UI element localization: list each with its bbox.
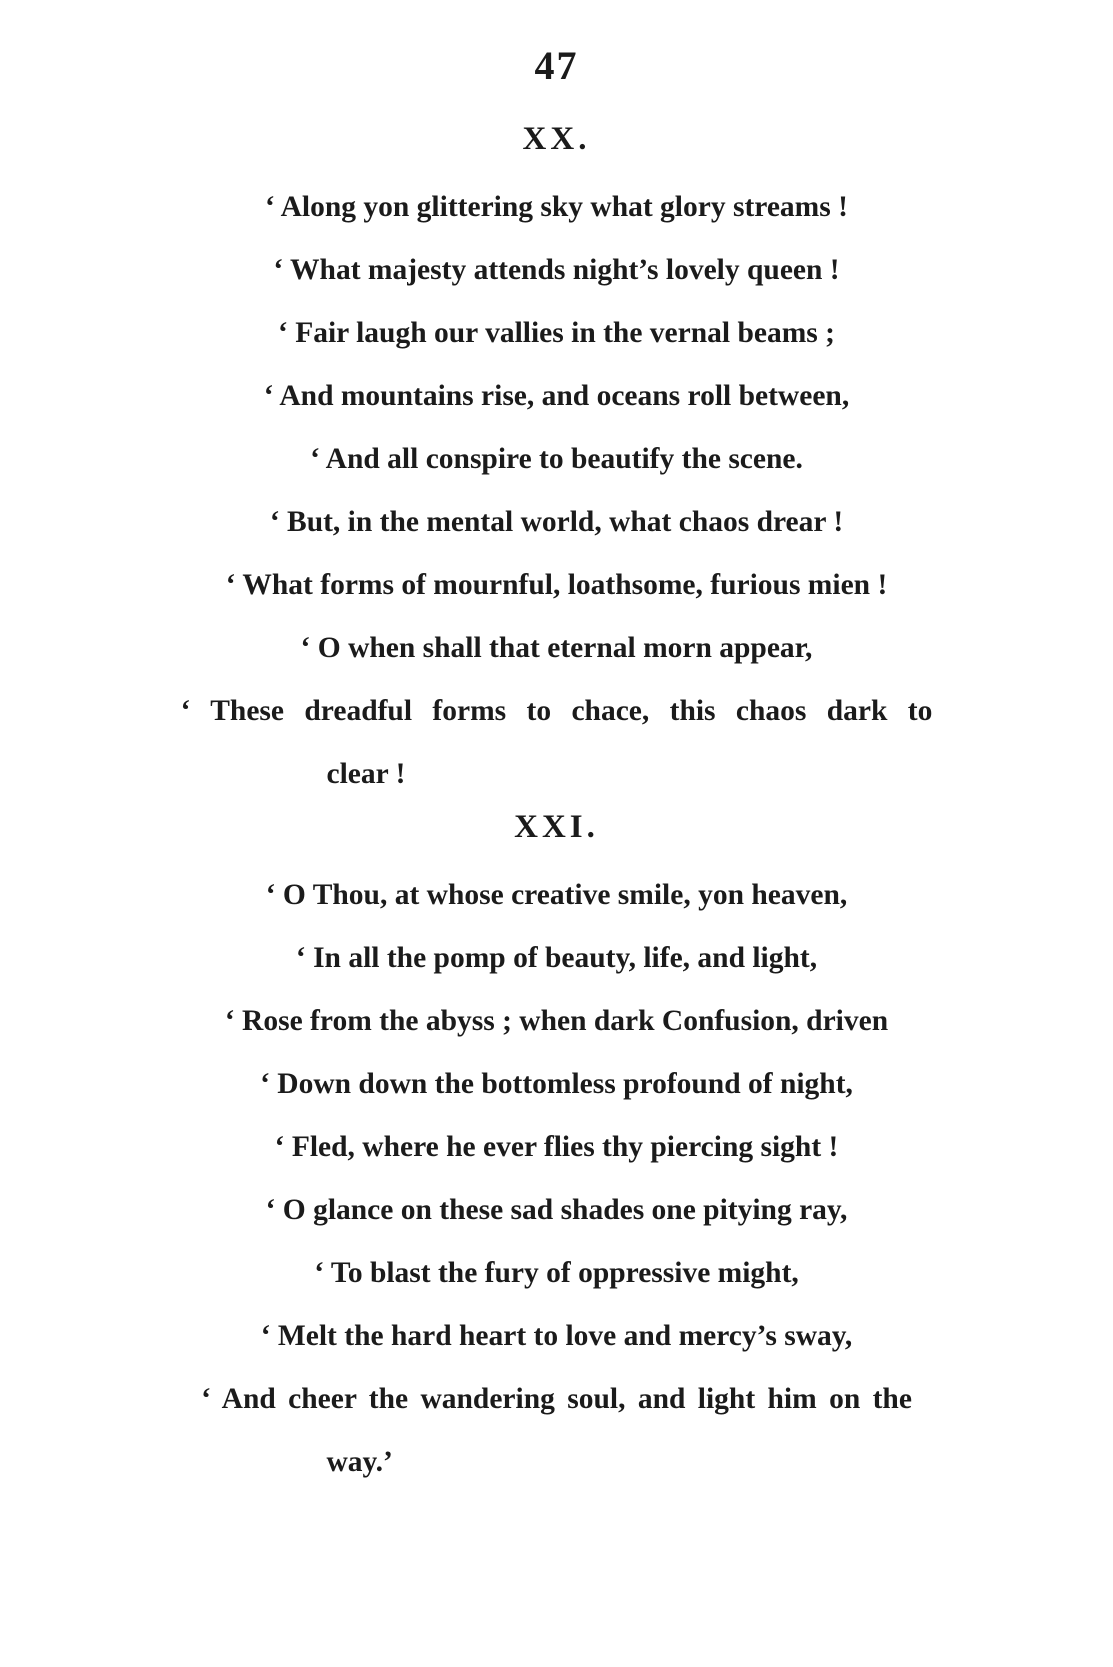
page-number: 47 xyxy=(534,43,579,88)
poem-line-continuation: clear ! xyxy=(326,758,406,790)
poem-line: ‘ O when shall that eternal morn appear, xyxy=(300,632,813,664)
poem-line: ‘ In all the pomp of beauty, life, and light, xyxy=(295,942,818,974)
poem-line: ‘ And mountains rise, and oceans roll between, xyxy=(263,380,850,412)
poem-line: ‘ What forms of mournful, loathsome, furious mien ! xyxy=(225,569,888,601)
stanza-xxi xyxy=(77,809,1037,1477)
poem-line: ‘ Melt the hard heart to love and mercy’s sway, xyxy=(260,1320,853,1352)
poem-line: ‘ And cheer the wandering soul, and light him on the xyxy=(201,1383,912,1415)
poem-line: ‘ O glance on these sad shades one pitying ray, xyxy=(265,1194,848,1226)
poem-line: ‘ O Thou, at whose creative smile, yon heaven, xyxy=(265,879,848,911)
poem-line: ‘ Fled, where he ever flies thy piercing sight ! xyxy=(274,1131,839,1163)
poem-line: ‘ Along yon glittering sky what glory streams ! xyxy=(265,191,848,223)
poem-line: ‘ But, in the mental world, what chaos drear ! xyxy=(269,506,844,538)
poem-line: ‘ These dreadful forms to chace, this chaos dark to xyxy=(180,695,933,727)
poem-line: ‘ Fair laugh our vallies in the vernal beams ; xyxy=(278,317,835,349)
poem-line: ‘ Rose from the abyss ; when dark Confusion, driven xyxy=(224,1005,889,1037)
poem-line: ‘ And all conspire to beautify the scene. xyxy=(310,443,803,475)
poem-line: ‘ Down down the bottomless profound of night, xyxy=(260,1068,853,1100)
poem-line: ‘ To blast the fury of oppressive might, xyxy=(314,1257,799,1289)
stanza-heading-xxi: XXI. xyxy=(514,809,599,845)
poem-line: ‘ What majesty attends night’s lovely queen ! xyxy=(273,254,840,286)
poem-line-continuation: way.’ xyxy=(326,1446,393,1478)
book-page xyxy=(77,0,1037,1477)
stanza-heading-xx: XX. xyxy=(522,121,591,157)
stanza-xx xyxy=(77,121,1037,789)
